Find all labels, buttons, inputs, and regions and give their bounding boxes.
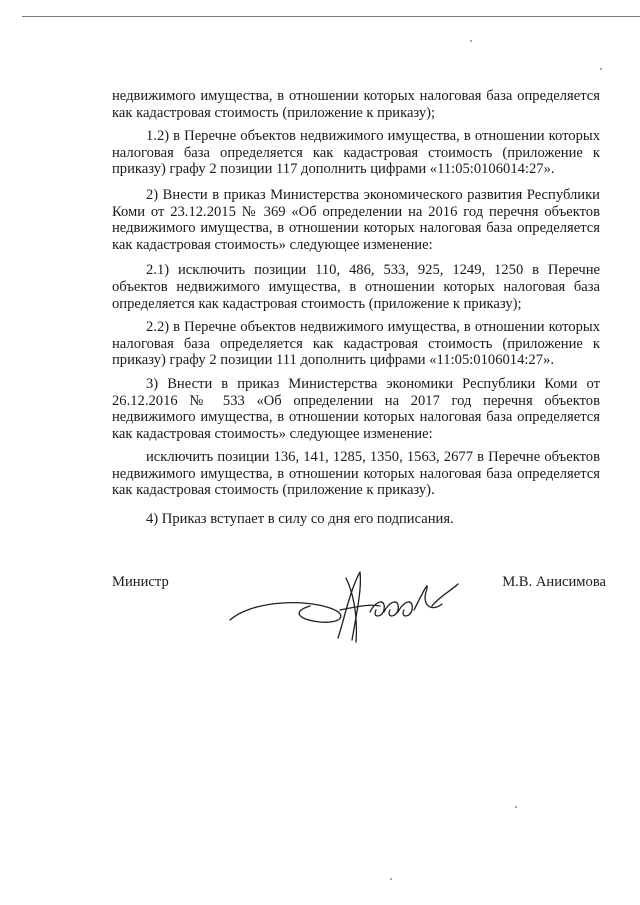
scan-speck	[600, 68, 602, 70]
signature-block	[112, 568, 606, 678]
paragraph-2-1: 2.1) исключить позиции 110, 486, 533, 925, 1249, 1250 в Перечне объектов недвижимого имущества, в отношении которых налоговая база определяется как кадастровая стоимость (приложение к приказу);	[112, 262, 600, 312]
document-body	[112, 88, 600, 528]
paragraph-4: 4) Приказ вступает в силу со дня его подписания.	[146, 511, 454, 528]
paragraph-2: 2) Внести в приказ Министерства экономического развития Республики Коми от 23.12.2015 № 369 «Об определении на 2016 год перечня объектов недвижимого имущества, в отношении которых налоговая база определяется как кадастровая стоимость» следующее изменение:	[112, 186, 600, 253]
scan-speck	[390, 878, 392, 880]
signer-name: М.В. Анисимова	[502, 574, 606, 590]
top-border-line	[22, 16, 640, 17]
paragraph-continuation: недвижимого имущества, в отношении которых налоговая база определяется как кадастровая стоимость (приложение к приказу);	[112, 88, 600, 121]
signer-title: Министр	[112, 574, 169, 590]
paragraph-3-1: исключить позиции 136, 141, 1285, 1350, 1563, 2677 в Перечне объектов недвижимого имущества, в отношении которых налоговая база определяется как кадастровая стоимость (приложение к приказу).	[112, 449, 600, 499]
handwritten-signature	[220, 560, 480, 660]
paragraph-3: 3) Внести в приказ Министерства экономики Республики Коми от 26.12.2016 № 533 «Об определении на 2017 год перечня объектов недвижимого имущества, в отношении которых налоговая база определяется как кадастровая стоимость» следующее изменение:	[112, 375, 600, 442]
scan-speck	[515, 806, 517, 808]
paragraph-1-2: 1.2) в Перечне объектов недвижимого имущества, в отношении которых налоговая база определяется как кадастровая стоимость (приложение к приказу) графу 2 позиции 117 дополнить цифрами «11:05:0106014:27».	[112, 128, 600, 178]
scan-speck	[470, 40, 472, 42]
paragraph-2-2: 2.2) в Перечне объектов недвижимого имущества, в отношении которых налоговая база определяется как кадастровая стоимость (приложение к приказу) графу 2 позиции 111 дополнить цифрами «11:05:0106014:27».	[112, 319, 600, 369]
